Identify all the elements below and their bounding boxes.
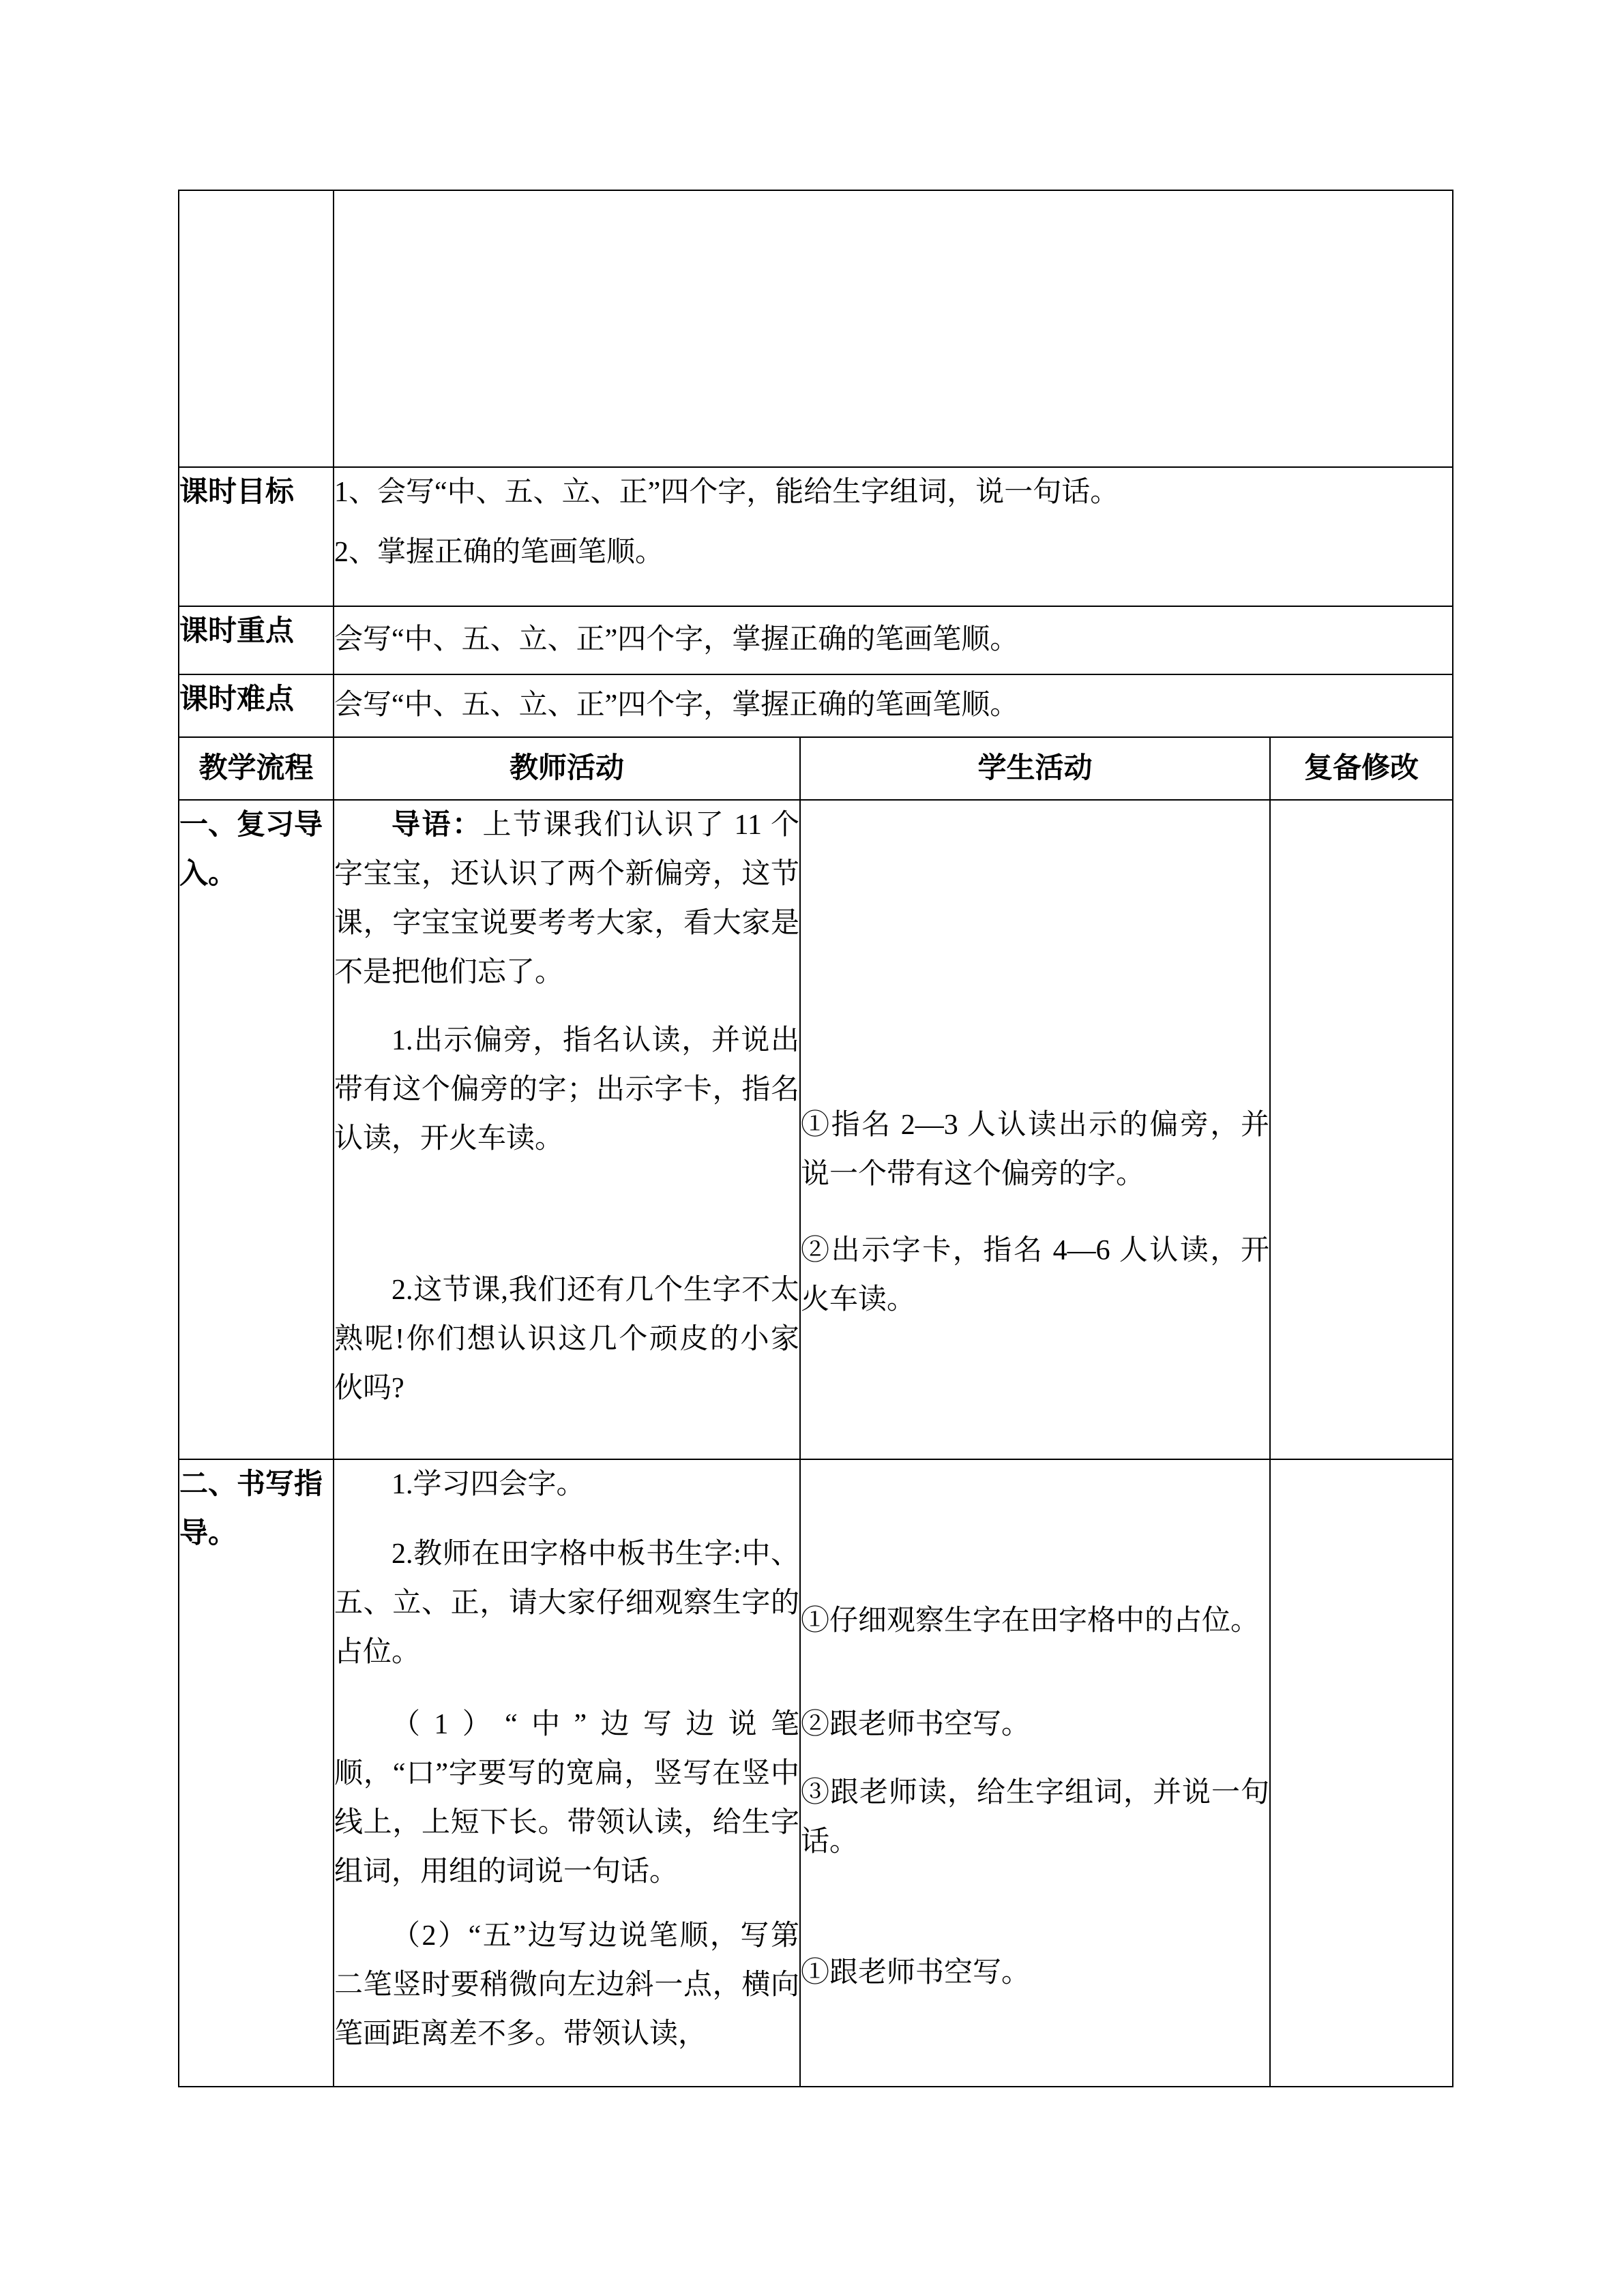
student-paragraph: ①跟老师书空写。: [801, 1957, 1031, 1988]
student-paragraph: ③跟老师读，给生字组词，并说一句话。: [801, 1777, 1269, 1858]
stage-writing-label-cell: [179, 1459, 334, 2087]
difficulty-line: 会写“中、五、立、正”四个字，掌握正确的笔画笔顺。: [334, 689, 1019, 721]
table-row: [179, 606, 1453, 674]
lesson-goal-content-cell: [334, 467, 1453, 606]
focus-line: 会写“中、五、立、正”四个字，掌握正确的笔画笔顺。: [334, 624, 1019, 655]
lesson-focus-content-cell: [334, 606, 1453, 674]
teacher-paragraph: （2）“五”边写边说笔顺，写第二笔竖时要稍微向左边斜一点，横向笔画距离差不多。带领认读，: [334, 1920, 799, 2050]
teacher-paragraph: [334, 801, 799, 997]
lesson-goal-label: 课时目标: [179, 477, 295, 508]
student-activity-cell: [800, 800, 1270, 1459]
table-row: [179, 190, 1453, 467]
lesson-focus-label-cell: [179, 606, 334, 674]
lesson-difficulty-label: 课时难点: [179, 684, 295, 715]
lesson-goal-label-cell: [179, 467, 334, 606]
stage-review-label-cell: [179, 800, 334, 1459]
student-paragraph: ②跟老师书空写。: [801, 1709, 1031, 1740]
table-row: [179, 467, 1453, 606]
header-student-activity: 学生活动: [800, 737, 1270, 800]
student-paragraph: ①指名 2—3 人认读出示的偏旁，并说一个带有这个偏旁的字。: [801, 1109, 1269, 1190]
student-paragraph: ②出示字卡，指名 4—6 人认读，开火车读。: [801, 1235, 1269, 1315]
header-teaching-flow: 教学流程: [179, 737, 334, 800]
header-teacher-activity: 教师活动: [334, 737, 800, 800]
paragraph-text: 上节课我们认识了 11 个字宝宝，还认识了两个新偏旁，这节课，字宝宝说要考考大家，看大家是不是把他们忘了。: [334, 809, 799, 988]
teacher-paragraph: 1.出示偏旁，指名认读，并说出带有这个偏旁的字；出示字卡，指名认读，开火车读。: [334, 1025, 799, 1154]
lesson-focus-label: 课时重点: [179, 616, 295, 647]
empty-content-cell: [334, 190, 1453, 467]
stage-writing-label: 二、书写指导。: [179, 1469, 323, 1549]
lesson-difficulty-content-cell: [334, 674, 1453, 737]
lesson-plan-table: [178, 190, 1453, 2087]
remark-cell: [1270, 1459, 1453, 2087]
teacher-paragraph: 1.学习四会字。: [392, 1469, 585, 1500]
stage-review-label: 一、复习导入。: [179, 809, 323, 890]
header-remark: 复备修改: [1270, 737, 1453, 800]
table-row: [179, 1459, 1453, 2087]
teacher-activity-cell: [334, 1459, 800, 2087]
lesson-difficulty-label-cell: [179, 674, 334, 737]
goal-line-1: 1、会写“中、五、立、正”四个字，能给生字组词，说一句话。: [334, 477, 1119, 508]
teacher-paragraph: 2.这节课,我们还有几个生字不太熟呢!你们想认识这几个顽皮的小家伙吗?: [334, 1274, 799, 1404]
student-paragraph: ①仔细观察生字在田字格中的占位。: [801, 1605, 1260, 1637]
teacher-paragraph: 2.教师在田字格中板书生字:中、五、立、正，请大家仔细观察生字的占位。: [334, 1538, 799, 1668]
student-activity-cell: [800, 1459, 1270, 2087]
teacher-paragraph: （1）“中”边写边说笔顺，“口”字要写的宽扁，竖写在竖中线上，上短下长。带领认读，给生字组词，用组的词说一句话。: [334, 1709, 799, 1888]
remark-cell: [1270, 800, 1453, 1459]
table-header-row: [179, 737, 1453, 800]
lead-label: 导语：: [392, 809, 483, 841]
goal-line-2: 2、掌握正确的笔画笔顺。: [334, 537, 664, 568]
table-row: [179, 800, 1453, 1459]
teacher-activity-cell: [334, 800, 800, 1459]
empty-label-cell: [179, 190, 334, 467]
table-row: [179, 674, 1453, 737]
